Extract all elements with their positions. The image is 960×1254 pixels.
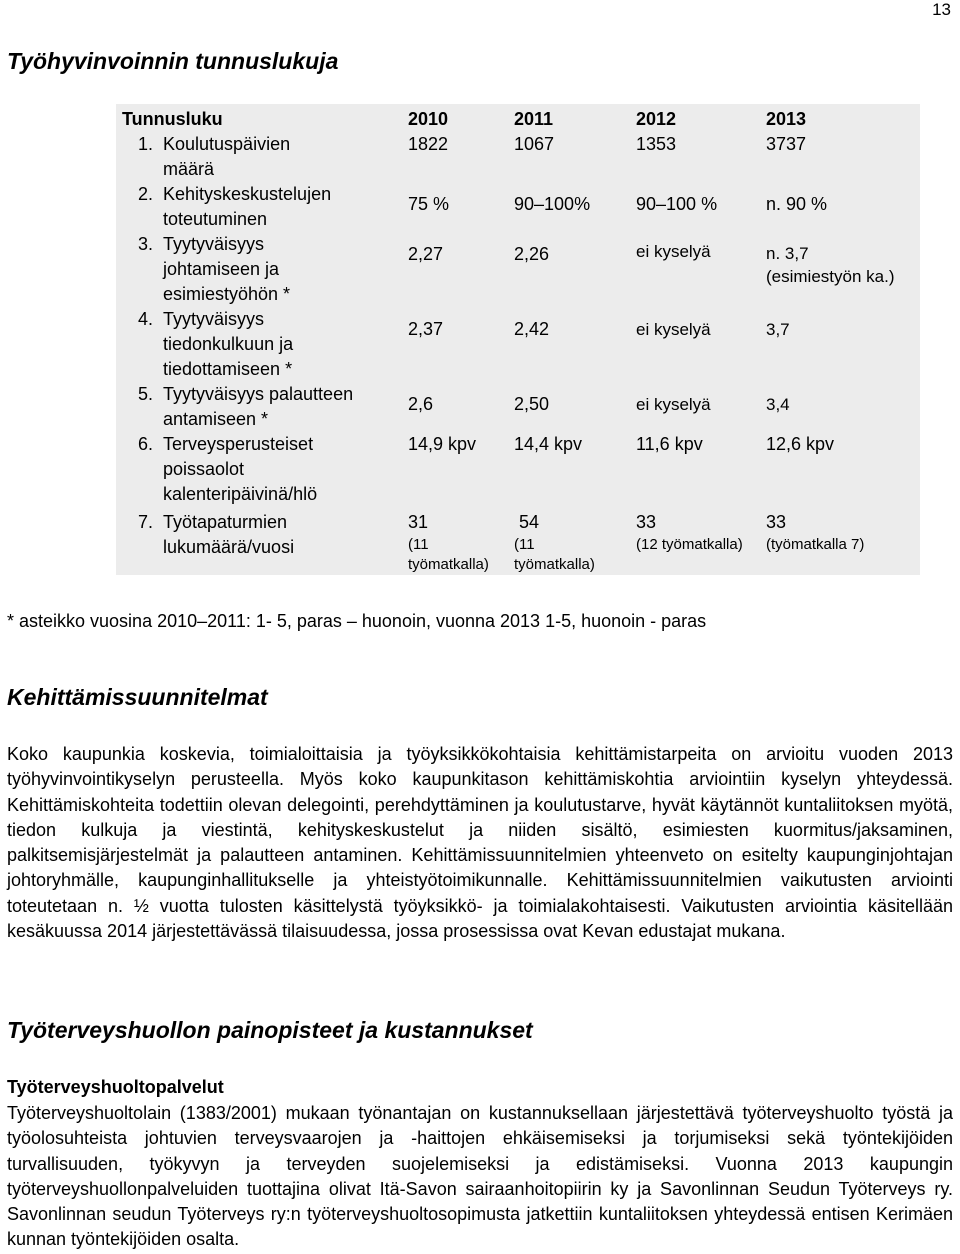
value-2013: n. 3,7 (esimiestyön ka.) [766, 244, 895, 286]
table-footnote: * asteikko vuosina 2010–2011: 1- 5, paras – huonoin, vuonna 2013 1-5, huonoin - paras [7, 611, 707, 631]
metric-label-cell [116, 182, 408, 232]
value-2013: 3737 [766, 134, 807, 154]
value-2013: 33 [766, 512, 787, 532]
value-2012: 1353 [636, 134, 677, 154]
table-header-row [116, 104, 920, 132]
metric-label: Kehityskeskustelujen toteutuminen [163, 184, 332, 229]
table-row [116, 132, 920, 182]
value-2011: 1067 [514, 134, 555, 154]
value-2010: 2,6 [408, 394, 434, 414]
health-services-paragraph: Työterveyshuoltolain (1383/2001) mukaan työnantajan on kustannuksellaan järjestettävä työterveyshuolto työstä ja työolosuhteista johtuvien terveysvaarojen ja -haittojen ehkäisemiseksi ja torjumiseksi sekä työntekijöiden turvallisuuden, työkyvyn ja terveyden suojelemiseksi ja edistämiseksi. Vuonna 2013 kaupungin työterveyshuollonpalveluiden tuottajina olivat Itä-Savon sairaanhoitopiirin ky ja Savonlinnan Seudun Työterveys ry. Savonlinnan seudun Työterveys ry:n työterveyshuoltosopimusta jatkettiin kuntaliitoksen yhteydessä entisen Kerimäen kunnan työntekijöiden osalta. [7, 1103, 953, 1250]
value-2011: 2,50 [514, 394, 550, 414]
table-row [116, 507, 920, 575]
metric-label-cell [116, 132, 408, 182]
table-row [116, 432, 920, 507]
value-2010: 75 % [408, 194, 450, 214]
metric-label: Koulutuspäivien määrä [163, 134, 291, 179]
subsection-title-health-services: Työterveyshuoltopalvelut [7, 1077, 224, 1097]
table-row [116, 232, 920, 307]
value-2013: n. 90 % [766, 194, 828, 214]
row-number: 7. [137, 512, 153, 532]
value-2011: 2,26 [514, 244, 550, 264]
value-2012: 33 [636, 512, 657, 532]
metric-label: Terveysperusteiset poissaolot kalenteripäivinä/hlö [163, 434, 318, 504]
row-number: 3. [137, 234, 153, 254]
metric-label: Tyytyväisyys palautteen antamiseen * [163, 384, 354, 429]
header-2012: 2012 [636, 109, 677, 129]
value-2012-cell [636, 507, 766, 575]
value-2013: 3,4 [766, 395, 790, 414]
metric-label-cell [116, 232, 408, 307]
value-2010: 31 [408, 512, 429, 532]
value-2012: 11,6 kpv [636, 434, 703, 454]
row-number: 5. [137, 384, 153, 404]
value-2012: 90–100 % [636, 194, 718, 214]
value-2013-cell [766, 507, 920, 575]
header-metric: Tunnusluku [122, 109, 223, 129]
header-2013: 2013 [766, 109, 807, 129]
value-2010-cell [408, 507, 514, 575]
section-title-wellbeing-metrics: Työhyvinvoinnin tunnuslukuja [7, 48, 339, 74]
table-row [116, 182, 920, 232]
metric-label-cell [116, 432, 408, 507]
value-2011: 54 [519, 512, 540, 532]
row-number: 2. [137, 184, 153, 204]
row-number: 6. [137, 434, 153, 454]
value-2011: 90–100% [514, 194, 591, 214]
table-row [116, 382, 920, 432]
development-plans-paragraph: Koko kaupunkia koskevia, toimialoittaisia ja työyksikkökohtaisia kehittämistarpeita on arvioitu vuoden 2013 työhyvinvointikyselyn perusteella. Myös koko kaupunkitason kehittämiskohtia arviointiin kyselyn yhteydessä. Kehittämiskohteita todettiin olevan delegointi, perehdyttäminen ja koulutustarve, hyvät käytännöt kuntaliitoksen myötä, tiedon kulkuja ja viestintä, kehityskeskustelut ja niiden sisältö, esimiesten kuormitus/jaksaminen, palkitsemisjärjestelmät ja palautteen antaminen. Kehittämissuunnitelmien yhteenveto on esitelty kaupunginjohtajan johtoryhmälle, kaupunginhallitukselle ja yhteistyötoimikunnalle. Kehittämissuunnitelmien vaikutusten arviointi toteutetaan n. ½ vuotta tulosten käsittelystä työyksikkö- ja toimialakohtaisesti. Vaikutusten arviointia käsitellään kesäkuussa 2014 järjestettävässä tilaisuudessa, jossa prosessissa ovat Kevan edustajat mukana. [7, 744, 953, 942]
value-2013: 12,6 kpv [766, 434, 835, 454]
metric-label: Tyytyväisyys johtamiseen ja esimiestyöhön * [163, 234, 291, 304]
table-row [116, 307, 920, 382]
value-2011-note: (11 työmatkalla) [514, 536, 595, 573]
wellbeing-metrics-table [116, 104, 920, 575]
value-2012-note: (12 työmatkalla) [636, 536, 743, 553]
value-2010: 2,27 [408, 244, 444, 264]
value-2010: 14,9 kpv [408, 434, 477, 454]
row-number: 4. [137, 309, 153, 329]
row-number: 1. [137, 134, 153, 154]
metric-label: Työtapaturmien lukumäärä/vuosi [163, 512, 295, 557]
metric-label-cell [116, 507, 408, 575]
header-2011: 2011 [514, 109, 554, 129]
header-2010: 2010 [408, 109, 449, 129]
metric-label: Tyytyväisyys tiedonkulkuun ja tiedottamiseen * [163, 309, 294, 379]
value-2012: ei kyselyä [636, 320, 711, 339]
value-2013-note: (työmatkalla 7) [766, 536, 865, 553]
value-2010: 2,37 [408, 319, 444, 339]
value-2012: ei kyselyä [636, 395, 711, 414]
section-title-development-plans: Kehittämissuunnitelmat [7, 684, 268, 710]
value-2010: 1822 [408, 134, 449, 154]
value-2012: ei kyselyä [636, 242, 711, 261]
metric-label-cell [116, 307, 408, 382]
value-2011: 14,4 kpv [514, 434, 583, 454]
section-title-occupational-health: Työterveyshuollon painopisteet ja kustannukset [7, 1017, 533, 1043]
value-2013: 3,7 [766, 320, 790, 339]
value-2011: 2,42 [514, 319, 550, 339]
value-2010-note: (11 työmatkalla) [408, 536, 489, 573]
value-2011-cell [514, 507, 636, 575]
page-number: 13 [932, 0, 951, 19]
metric-label-cell [116, 382, 408, 432]
